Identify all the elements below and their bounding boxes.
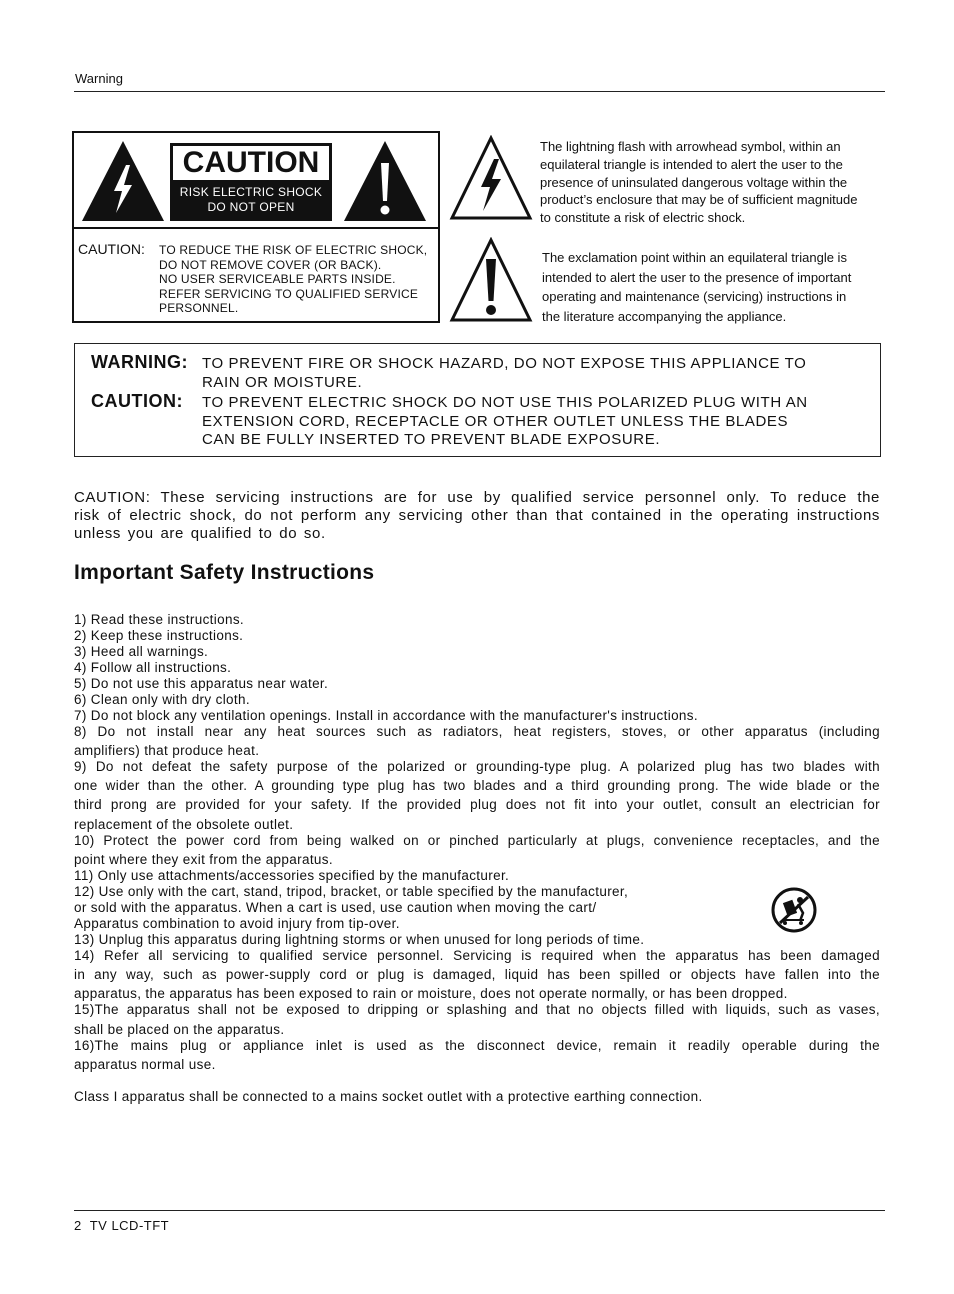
list-item: 1) Read these instructions. (74, 612, 245, 627)
exclamation-symbol-description (542, 248, 888, 326)
caution-subtitle-1: RISK ELECTRIC SHOCK (179, 185, 323, 199)
list-item: 9) Do not defeat the safety purpose of the polarized or grounding-type plug. A polarized plug has two blades with (74, 759, 880, 774)
header-divider (74, 91, 885, 92)
caution-box (72, 131, 440, 323)
list-item: shall be placed on the apparatus. (74, 1022, 285, 1037)
caution-instructions (159, 243, 427, 316)
caution-line: NO USER SERVICEABLE PARTS INSIDE. (159, 272, 396, 287)
list-item: apparatus normal use. (74, 1057, 216, 1072)
list-item: 14) Refer all servicing to qualified service personnel. Servicing is required when the apparatus has been damaged (74, 948, 880, 963)
section-title: Important Safety Instructions (74, 561, 375, 584)
footer-divider (74, 1210, 885, 1211)
caution-line: TO REDUCE THE RISK OF ELECTRIC SHOCK, (159, 243, 428, 257)
page-footer: 2 TV LCD-TFT (74, 1218, 170, 1233)
description-line: operating and maintenance (servicing) instructions in (542, 289, 847, 304)
description-line: intended to alert the user to the presence of important (542, 269, 852, 285)
description-line: equilateral triangle is intended to alert the user to the (540, 156, 843, 172)
list-item: 7) Do not block any ventilation openings. Install in accordance with the manufacturer's instructions. (74, 708, 698, 723)
paragraph-line: unless you are qualified to do so. (74, 525, 326, 542)
list-item: or sold with the apparatus. When a cart is used, use caution when moving the cart/ (74, 900, 597, 915)
warning-line: RAIN OR MOISTURE. (202, 374, 363, 391)
paragraph-line: risk of electric shock, do not perform any servicing other than that contained in the operating instructions (74, 507, 880, 524)
exclamation-triangle-icon (449, 237, 533, 323)
lightning-triangle-icon (449, 135, 533, 221)
list-item: in any way, such as power-supply cord or plug is damaged, liquid has been spilled or objects have fallen into the (74, 967, 880, 982)
caution-line: REFER SERVICING TO QUALIFIED SERVICE (159, 286, 419, 301)
caution-line: TO PREVENT ELECTRIC SHOCK DO NOT USE THIS POLARIZED PLUG WITH AN (202, 394, 808, 411)
description-line: The lightning flash with arrowhead symbol, within an (540, 139, 841, 154)
list-item: 15)The apparatus shall not be exposed to dripping or splashing and that no objects filled with liquids, such as vases, (74, 1002, 880, 1017)
description-line: to constitute a risk of electric shock. (540, 210, 746, 226)
caution-box-header (74, 133, 438, 229)
caution-line: EXTENSION CORD, RECEPTACLE OR OTHER OUTLET UNLESS THE BLADES (202, 413, 789, 430)
section-label: Warning (75, 71, 123, 86)
warning-tag: WARNING: (91, 352, 188, 372)
caution-line: DO NOT REMOVE COVER (OR BACK). (159, 257, 382, 272)
list-item: 11) Only use attachments/accessories specified by the manufacturer. (74, 868, 510, 883)
list-item: 2) Keep these instructions. (74, 628, 244, 643)
warning-box (74, 343, 881, 457)
service-caution-paragraph (74, 489, 880, 543)
list-item: replacement of the obsolete outlet. (74, 817, 294, 832)
description-line: product’s enclosure that may be of sufficient magnitude (540, 192, 858, 208)
cart-tipover-warning-icon (770, 887, 818, 933)
warning-line: TO PREVENT FIRE OR SHOCK HAZARD, DO NOT EXPOSE THIS APPLIANCE TO (202, 355, 807, 372)
list-item: 4) Follow all instructions. (74, 660, 232, 675)
safety-instructions-list (74, 612, 880, 1105)
class-note: Class I apparatus shall be connected to a mains socket outlet with a protective earthing connection. (74, 1089, 703, 1104)
list-item: 13) Unplug this apparatus during lightning storms or when unused for long periods of time. (74, 932, 645, 947)
caution-line: CAN BE FULLY INSERTED TO PREVENT BLADE EXPOSURE. (202, 431, 661, 448)
list-item: Apparatus combination to avoid injury from tip-over. (74, 916, 400, 931)
list-item: 3) Heed all warnings. (74, 644, 209, 659)
caution-label (170, 143, 332, 221)
list-item: apparatus, the apparatus has been exposed to rain or moisture, does not operate normally, or has been dropped. (74, 986, 788, 1001)
list-item: 6) Clean only with dry cloth. (74, 692, 250, 707)
list-item: third prong are provided for your safety. If the provided plug does not fit into your outlet, consult an electrician for (74, 797, 880, 812)
lightning-warning-icon (80, 139, 166, 223)
list-item: point where they exit from the apparatus. (74, 852, 333, 867)
caution-subtitle-2: DO NOT OPEN (207, 200, 295, 214)
caution-title: CAUTION (173, 146, 329, 180)
caution-lead: CAUTION: (78, 241, 145, 257)
list-item: amplifiers) that produce heat. (74, 743, 260, 758)
list-item: one wider than the other. A grounding type plug has two blades and a third grounding prong. The wide blade or the (74, 778, 880, 793)
list-item: 12) Use only with the cart, stand, tripod, bracket, or table specified by the manufacturer, (74, 884, 629, 899)
lightning-symbol-description (540, 138, 886, 227)
exclamation-warning-icon (342, 139, 428, 223)
list-item: 10) Protect the power cord from being walked on or pinched particularly at plugs, convenience receptacles, and the (74, 833, 880, 848)
paragraph-line: CAUTION: These servicing instructions are for use by qualified service personnel only. To reduce the (74, 489, 880, 506)
list-item: 8) Do not install near any heat sources such as radiators, heat registers, stoves, or other apparatus (including (74, 724, 880, 739)
list-item: 5) Do not use this apparatus near water. (74, 676, 329, 691)
description-line: The exclamation point within an equilateral triangle is (542, 250, 847, 265)
description-line: the literature accompanying the appliance. (542, 308, 787, 324)
caution-tag: CAUTION: (91, 391, 183, 411)
description-line: presence of uninsulated dangerous voltage within the (540, 174, 848, 190)
caution-line: PERSONNEL. (159, 301, 239, 316)
list-item: 16)The mains plug or appliance inlet is used as the disconnect device, remain it readily operable during the (74, 1038, 880, 1053)
